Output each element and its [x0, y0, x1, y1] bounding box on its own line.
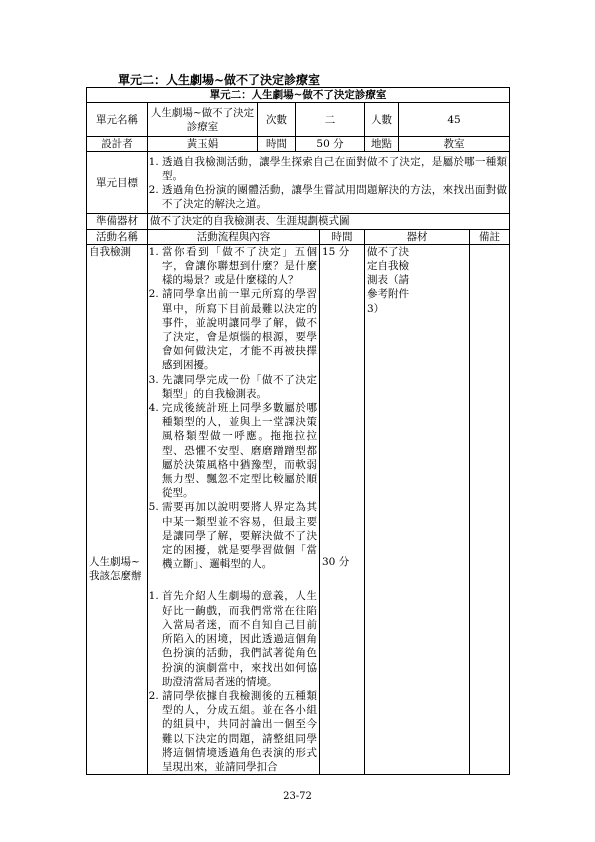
step-item: 3. 先讓同學完成一份「做不了決定類型」的自我檢測表。 [162, 373, 317, 401]
page-number: 23-72 [283, 791, 312, 802]
goals-cell [148, 152, 510, 214]
time-value: 50 分 [296, 137, 365, 152]
notes-cell [470, 244, 510, 774]
table-title: 單元二：人生劇場~做不了決定診療室 [87, 88, 510, 103]
header-flow: 活動流程與內容 [148, 229, 320, 244]
activity-name: 人生劇場~我該怎麼辦 [89, 556, 142, 583]
unit-name-value: 人生劇場~做不了決定診療室 [148, 103, 258, 137]
equipment-label: 準備器材 [87, 214, 148, 229]
step-item: 4. 完成後統計班上同學多數屬於哪種類型的人，並與上一堂課決策風格類型做一呼應。拖拖拉拉型、恐懼不安型、磨磨蹭蹭型都屬於決策風格中猶豫型，而軟弱無力型、飄忽不定型比較屬於順從型。 [162, 401, 317, 500]
sessions-value: 二 [296, 103, 365, 137]
header-time: 時間 [320, 229, 365, 244]
step-item: 2. 請同學依據自我檢測後的五種類型的人，分成五組。並在各小組的組員中，共同討論出一個至今難以下決定的問題，請整組同學將這個情境透過角色表演的形式呈現出來，並請同學扣合 [162, 689, 317, 774]
header-notes: 備註 [470, 229, 510, 244]
lesson-plan-table [86, 87, 510, 775]
goals-label: 單元目標 [87, 152, 148, 214]
designer-value: 黃玉娟 [148, 137, 258, 152]
people-label: 人數 [365, 103, 399, 137]
equipment-value: 做不了決定的自我檢測表、生涯規劃模式圖 [148, 214, 510, 229]
header-materials: 器材 [365, 229, 470, 244]
people-value: 45 [399, 103, 510, 137]
place-label: 地點 [365, 137, 399, 152]
activity-time-cell [320, 244, 365, 774]
activity-time: 30 分 [322, 556, 350, 569]
time-label: 時間 [258, 137, 296, 152]
unit-name-label: 單元名稱 [87, 103, 148, 137]
place-value: 教室 [399, 137, 510, 152]
header-activity: 活動名稱 [87, 229, 148, 244]
step-item: 1. 首先介紹人生劇場的意義，人生好比一齣戲，而我們常常在往陷入當局者迷，而不自知自己目前所陷入的困境，因此透過這個角色扮演的活動，我們試著從角色扮演的演劇當中，來找出如何協助澄清當局者迷的情境。 [162, 589, 317, 688]
activity-name-cell [87, 244, 148, 774]
activity-materials: 做不了決定自我檢測表（請參考附件3） [367, 245, 409, 315]
materials-cell [365, 244, 470, 774]
step-item: 1. 當你看到「做不了決定」五個字，會讓你聯想到什麼？是什麼樣的場景？或是什麼樣的人？ [162, 245, 317, 288]
goal-item: 2. 透過角色扮演的團體活動，讓學生嘗試用問題解決的方法，來找出面對做不了決定的解決之道。 [162, 183, 507, 211]
step-item: 2. 請同學拿出前一單元所寫的學習單中，所寫下目前最難以決定的事件，並說明讓同學了解，做不了決定，會是煩惱的根源，要學會如何做決定，才能不再被抉擇感到困擾。 [162, 287, 317, 372]
activity-name: 自我檢測 [89, 245, 131, 258]
step-item: 5. 需要再加以說明要將人界定為其中某一類型並不容易，但最主要是讓同學了解，要解決做不了決定的困擾，就是要學習做個「當機立斷」、邏輯型的人。 [162, 500, 317, 571]
sessions-label: 次數 [258, 103, 296, 137]
activity-time: 15 分 [322, 245, 350, 258]
goal-item: 1. 透過自我檢測活動，讓學生探索自己在面對做不了決定，是屬於哪一種類型。 [162, 155, 507, 183]
unit-heading: 單元二：人生劇場~做不了決定診療室 [118, 73, 321, 87]
designer-label: 設計者 [87, 137, 148, 152]
activity-flow-cell [148, 244, 320, 774]
